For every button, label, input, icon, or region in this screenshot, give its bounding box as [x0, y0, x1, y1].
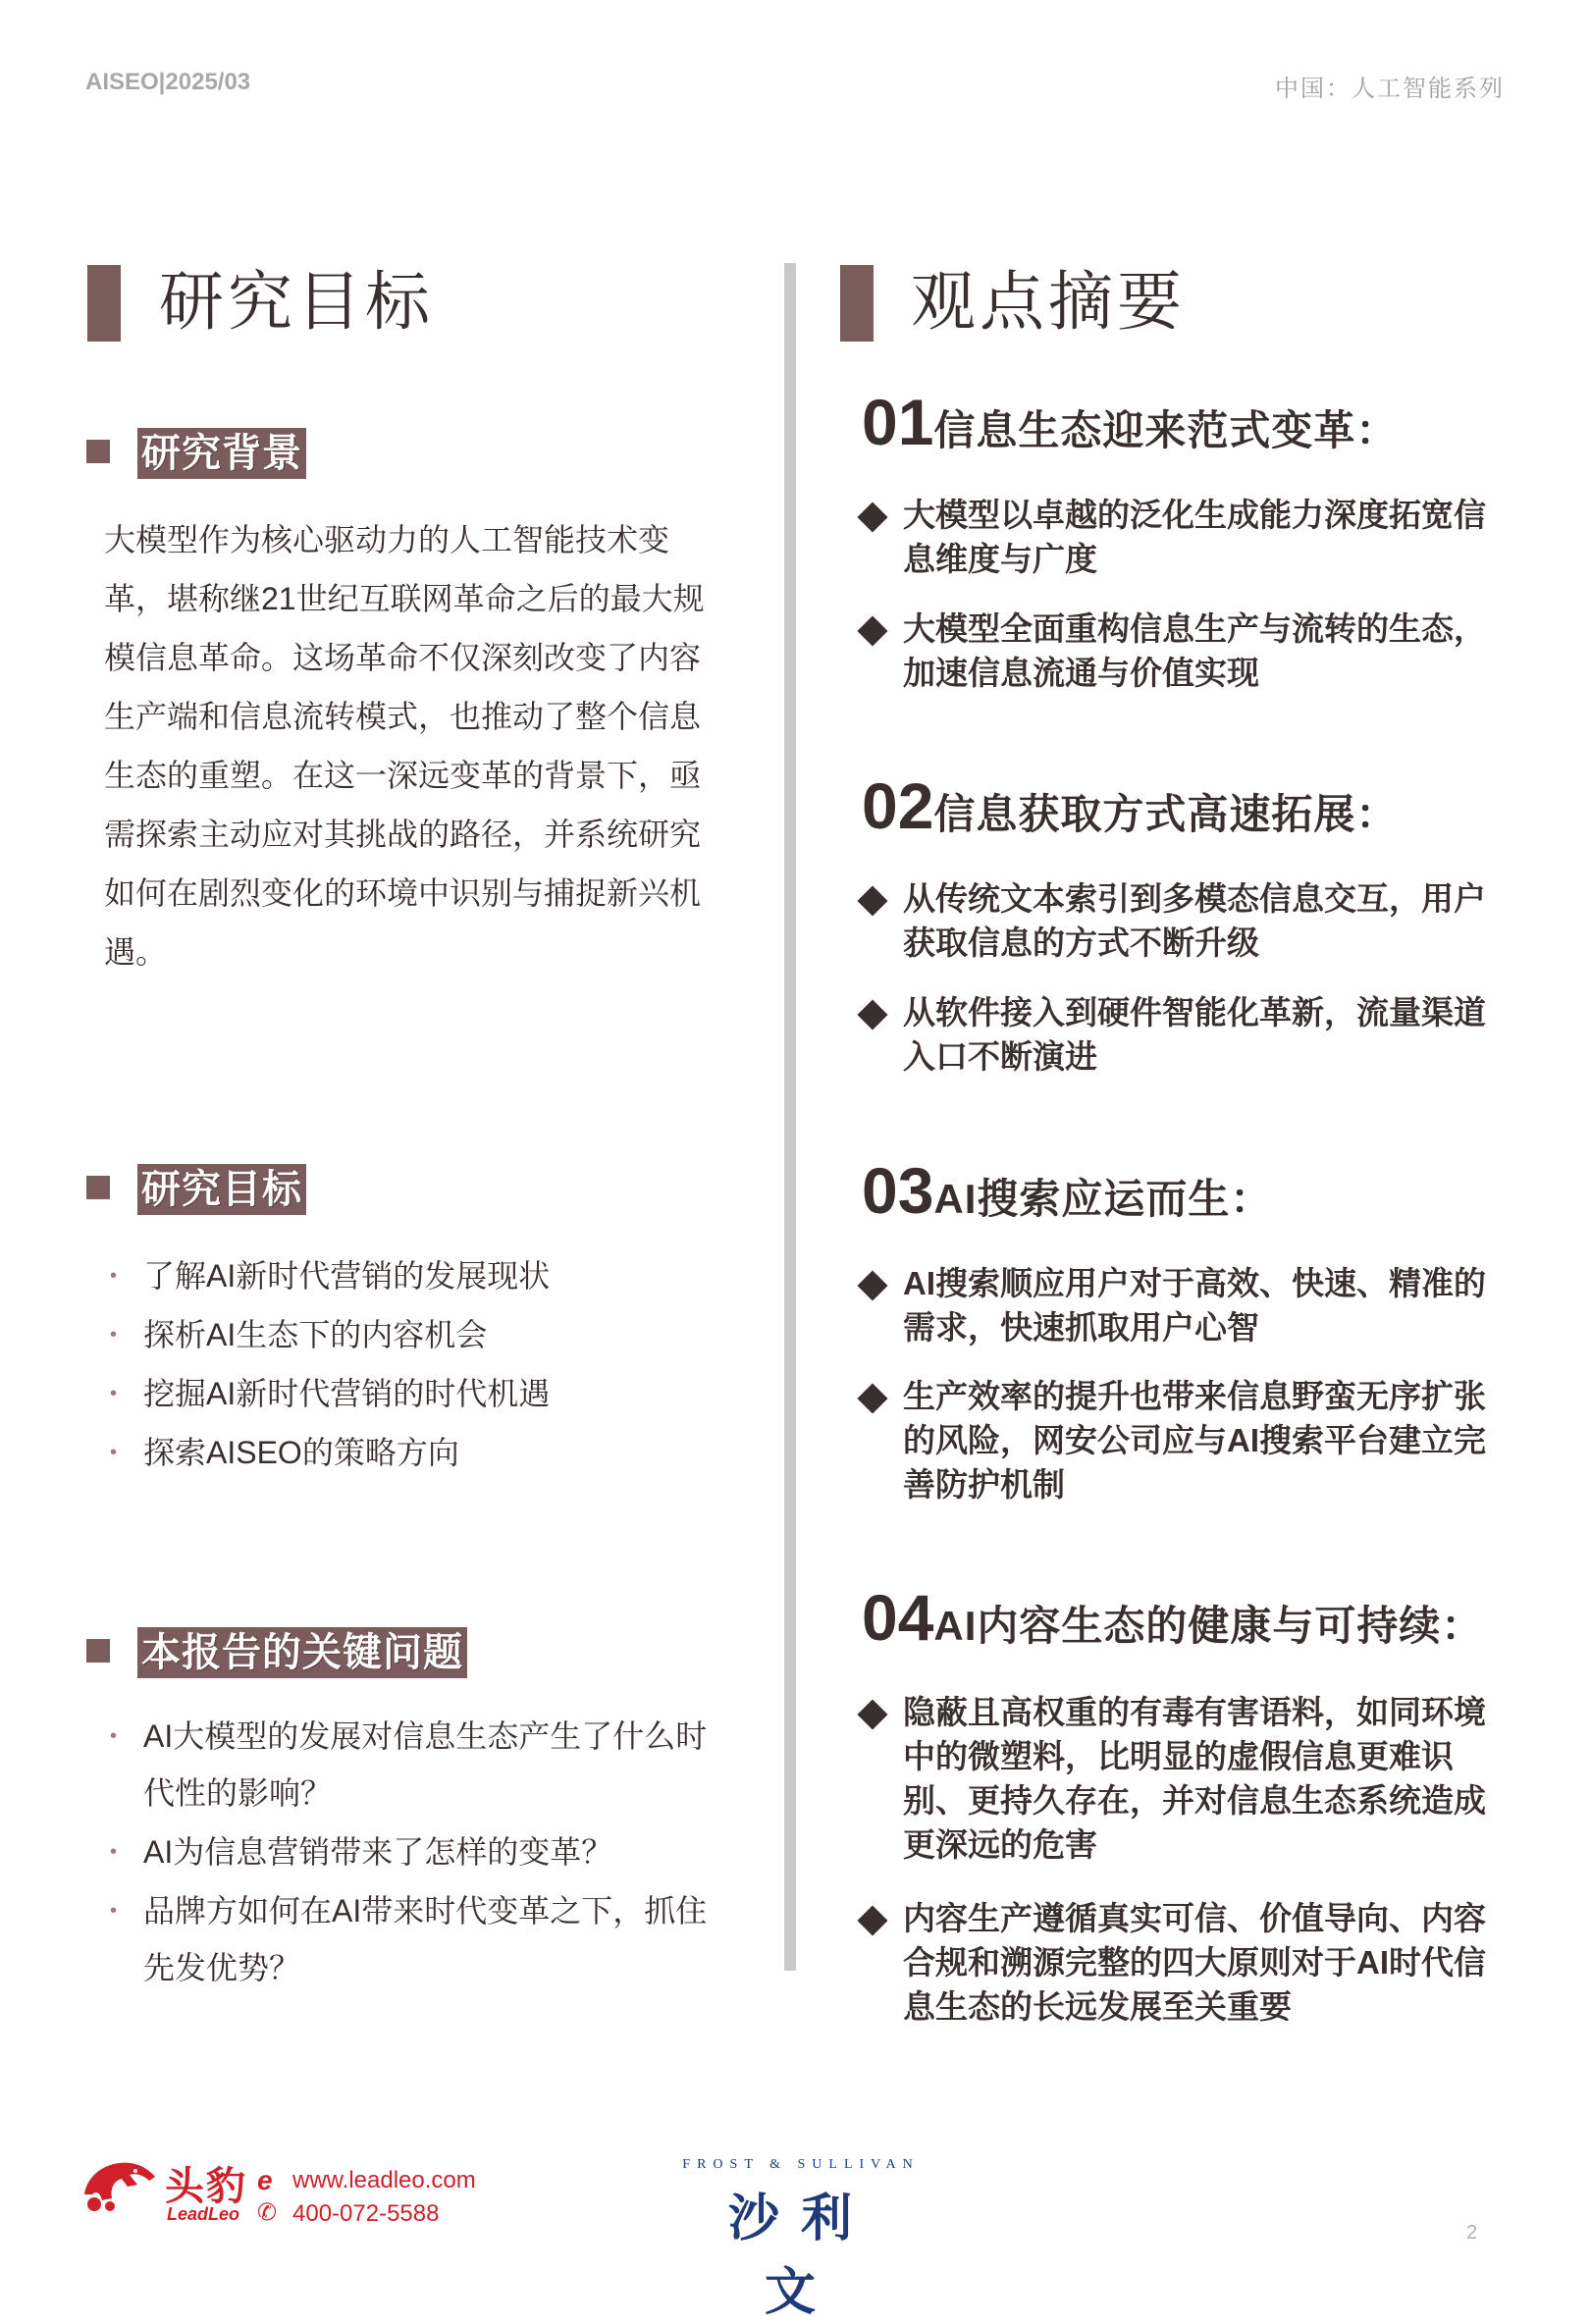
diamond-bullet-icon — [857, 885, 887, 916]
point-text: 从传统文本索引到多模态信息交互，用户获取信息的方式不断升级 — [903, 880, 1486, 961]
section-number: 03 — [862, 1154, 934, 1227]
bullet-icon: • — [110, 1324, 118, 1346]
section-square-icon — [86, 1176, 110, 1199]
questions-heading: 本报告的关键问题 — [137, 1627, 467, 1678]
section-square-icon — [86, 440, 110, 463]
diamond-bullet-icon — [857, 1905, 887, 1935]
diamond-bullet-icon — [857, 615, 887, 646]
goal-text: 了解AI新时代营销的发展现状 — [143, 1258, 551, 1294]
section-number: 01 — [862, 386, 934, 458]
section-square-icon — [86, 1639, 110, 1663]
list-item — [98, 1708, 726, 1822]
summary-point — [862, 607, 1510, 695]
section-heading-text: AI内容生态的健康与可持续： — [933, 1603, 1484, 1649]
diamond-bullet-icon — [857, 502, 887, 532]
list-item — [98, 1823, 726, 1880]
questions-list — [98, 1708, 726, 1998]
point-text: 内容生产遵循真实可信、价值导向、内容合规和溯源完整的四大原则对于AI时代信息生态的长远发展至关重要 — [903, 1900, 1486, 2025]
frost-sullivan-logo-en: FROST & SULLIVAN — [682, 2157, 920, 2172]
left-title-accent-bar — [87, 265, 121, 342]
question-text: 品牌方如何在AI带来时代变革之下，抓住先发优势？ — [143, 1893, 708, 1985]
list-item — [98, 1246, 726, 1305]
bullet-icon: • — [110, 1383, 118, 1404]
list-item — [98, 1423, 726, 1482]
summary-heading-02 — [862, 768, 1398, 843]
question-text: AI大模型的发展对信息生态产生了什么时代性的影响？ — [143, 1718, 708, 1811]
point-text: 从软件接入到硬件智能化革新，流量渠道入口不断演进 — [903, 994, 1486, 1075]
right-column-title: 观点摘要 — [911, 265, 1186, 338]
point-text: 隐蔽且高权重的有毒有害语料，如同环境中的微塑料，比明显的虚假信息更难识别、更持久存在，并对信息生态系统造成更深远的危害 — [903, 1694, 1486, 1863]
summary-point — [862, 1261, 1510, 1349]
phone-number: 400-072-5588 — [292, 2200, 440, 2227]
phone-icon: ✆ — [257, 2199, 278, 2226]
point-text: AI搜索顺应用户对于高效、快速、精准的需求，快速抓取用户心智 — [903, 1265, 1486, 1346]
column-divider — [784, 263, 796, 1971]
summary-heading-01 — [862, 385, 1398, 459]
summary-point — [862, 990, 1510, 1079]
section-heading-text: 信息生态迎来范式变革： — [933, 407, 1399, 453]
diamond-bullet-icon — [857, 999, 887, 1030]
section-number: 02 — [862, 769, 934, 842]
leadleo-brand-name-en: LeadLeo — [167, 2204, 240, 2224]
goal-text: 挖掘AI新时代营销的时代机遇 — [143, 1376, 551, 1411]
summary-point — [862, 1896, 1510, 2029]
background-paragraph: 大模型作为核心驱动力的人工智能技术变革，堪称继21世纪互联网革命之后的最大规模信息革命。这场革命不仅深刻改变了内容生产端和信息流转模式，也推动了整个信息生态的重塑。在这一深远变革的背景下，亟需探索主动应对其挑战的路径，并系统研究如何在剧烈变化的环境中识别与捕捉新兴机遇。 — [104, 522, 705, 970]
point-text: 大模型以卓越的泛化生成能力深度拓宽信息维度与广度 — [903, 497, 1486, 577]
website-link[interactable]: www.leadleo.com — [292, 2167, 476, 2193]
list-item — [98, 1305, 726, 1364]
diamond-bullet-icon — [857, 1699, 887, 1729]
page-number: 2 — [1466, 2222, 1478, 2244]
point-text: 生产效率的提升也带来信息野蛮无序扩张的风险，网安公司应与AI搜索平台建立完善防护机制 — [903, 1378, 1486, 1503]
diamond-bullet-icon — [857, 1270, 887, 1300]
list-item — [98, 1364, 726, 1423]
section-number: 04 — [862, 1581, 934, 1654]
summary-heading-03 — [862, 1153, 1272, 1228]
summary-point — [862, 1374, 1510, 1506]
background-heading: 研究背景 — [137, 428, 306, 479]
bullet-icon: • — [110, 1265, 118, 1287]
goal-text: 探索AISEO的策略方向 — [143, 1435, 459, 1470]
header-report-tag: AISEO|2025/03 — [85, 69, 251, 95]
section-heading-text: 信息获取方式高速拓展： — [933, 791, 1399, 837]
question-text: AI为信息营销带来了怎样的变革？ — [143, 1834, 613, 1870]
right-title-accent-bar — [840, 265, 874, 342]
summary-point — [862, 1690, 1510, 1867]
web-icon: e — [257, 2165, 273, 2195]
bullet-icon: • — [110, 1442, 118, 1463]
header-series-name: 中国：人工智能系列 — [1275, 76, 1505, 102]
bullet-icon: • — [110, 1900, 118, 1922]
bullet-icon: • — [110, 1725, 118, 1747]
bullet-icon: • — [110, 1841, 118, 1863]
goals-list — [98, 1246, 726, 1482]
summary-point — [862, 493, 1510, 581]
goal-text: 探析AI生态下的内容机会 — [143, 1317, 488, 1352]
summary-point — [862, 876, 1510, 965]
left-column-title: 研究目标 — [159, 265, 434, 338]
frost-sullivan-logo-cn: 沙利文 — [727, 2191, 874, 2321]
goals-heading: 研究目标 — [137, 1164, 306, 1215]
summary-heading-04 — [862, 1580, 1483, 1655]
leadleo-leopard-logo-icon — [80, 2155, 159, 2214]
diamond-bullet-icon — [857, 1383, 887, 1413]
point-text: 大模型全面重构信息生产与流转的生态，加速信息流通与价值实现 — [903, 610, 1486, 691]
section-heading-text: AI搜索应运而生： — [933, 1176, 1273, 1222]
list-item — [98, 1882, 726, 1996]
leadleo-brand-name: 头豹 — [165, 2165, 247, 2208]
